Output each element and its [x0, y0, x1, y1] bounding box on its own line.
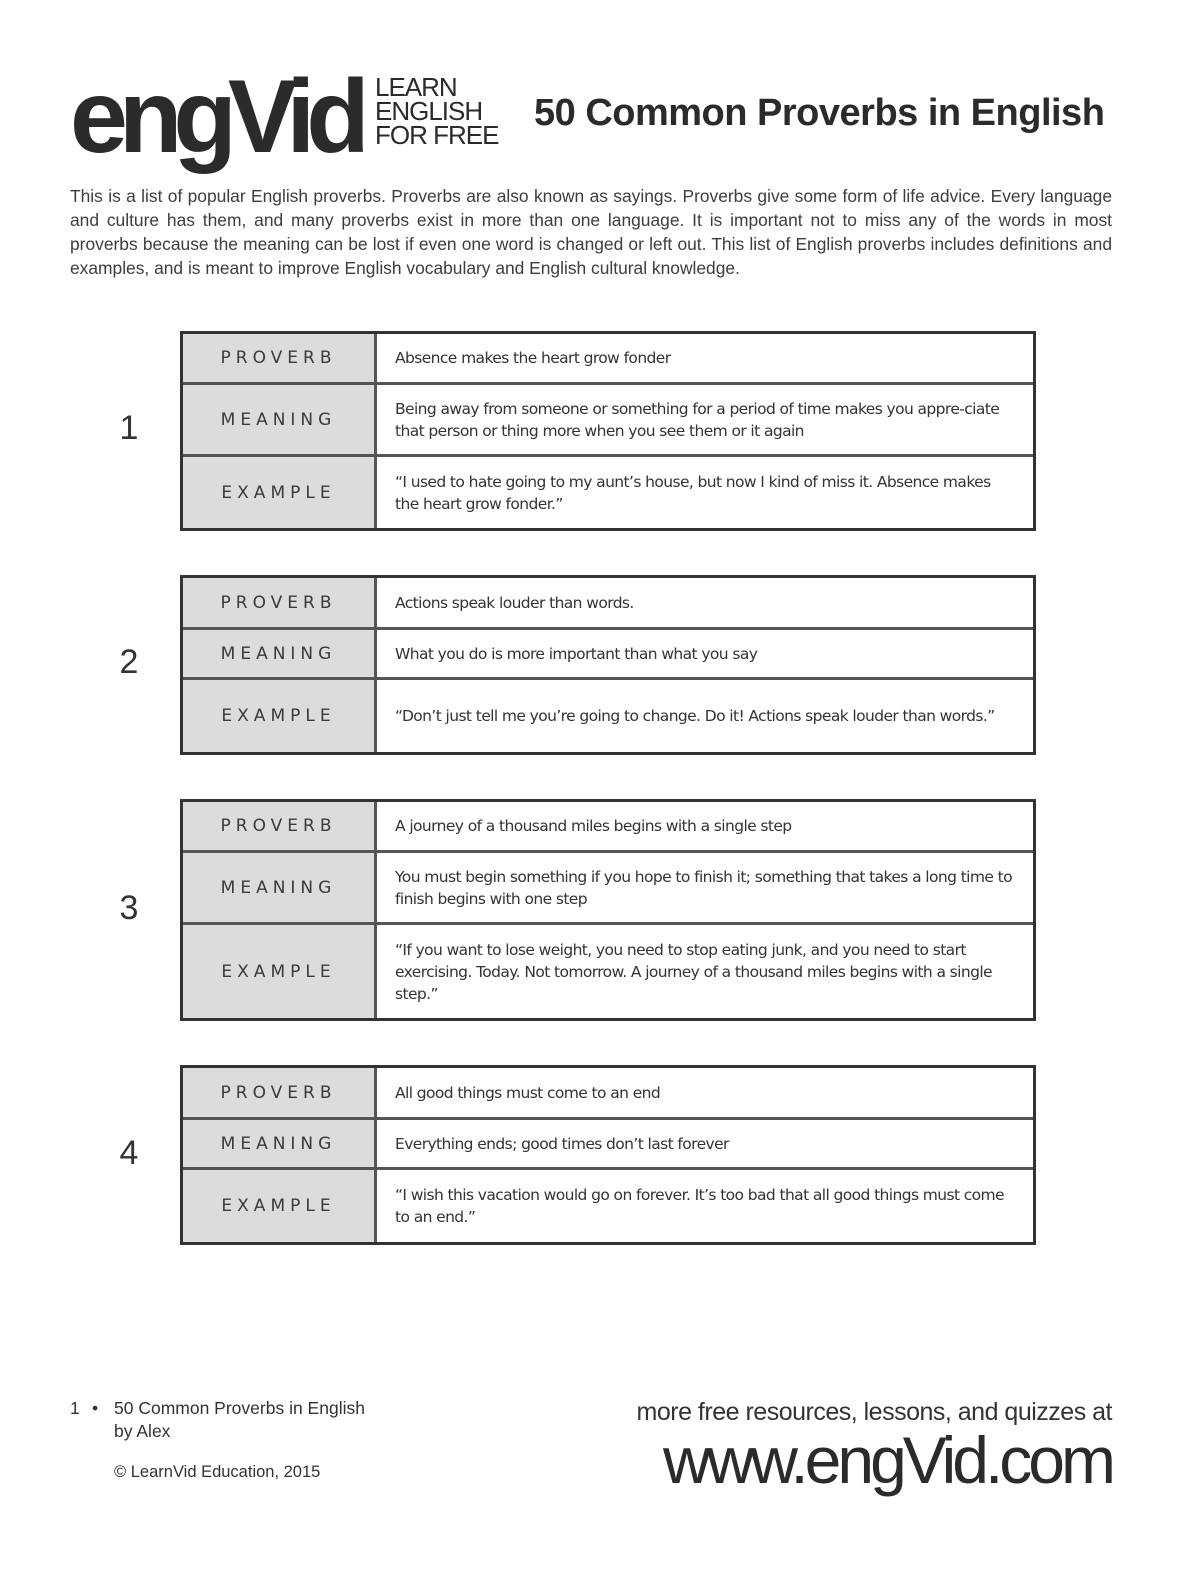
- logo-wordmark: engVid: [70, 59, 361, 175]
- example-label: EXAMPLE: [183, 680, 377, 752]
- proverb-table: [180, 331, 1036, 531]
- example-row: [183, 925, 1033, 1018]
- proverb-label: PROVERB: [183, 802, 377, 850]
- page-number: 1: [70, 1398, 80, 1418]
- logo-tagline-line: LEARN: [375, 72, 457, 102]
- proverb-row: [183, 1068, 1033, 1120]
- meaning-label: MEANING: [183, 853, 377, 922]
- entry-number: 2: [119, 643, 139, 681]
- proverb-text: Actions speak louder than words.: [395, 593, 634, 612]
- example-row: [183, 457, 1033, 528]
- example-text: “Don’t just tell me you’re going to change. Do it! Actions speak louder than words.”: [395, 707, 995, 725]
- footer-author: by Alex: [114, 1421, 171, 1441]
- proverb-text: All good things must come to an end: [395, 1083, 661, 1102]
- proverb-row: [183, 334, 1033, 385]
- meaning-label: MEANING: [183, 385, 377, 454]
- example-text: “I wish this vacation would go on forever. It’s too bad that all good things must come to an end.”: [395, 1186, 1004, 1226]
- logo-tagline-line: ENGLISH: [375, 96, 483, 126]
- proverb-label: PROVERB: [183, 578, 377, 627]
- meaning-label: MEANING: [183, 1120, 377, 1167]
- example-label: EXAMPLE: [183, 457, 377, 528]
- meaning-text: Being away from someone or something for a period of time makes you appre-ciate that person or thing more when you see them or it again: [395, 399, 1000, 440]
- meaning-label: MEANING: [183, 630, 377, 677]
- example-row: [183, 680, 1033, 752]
- footer-copyright: © LearnVid Education, 2015: [114, 1463, 321, 1481]
- meaning-text: You must begin something if you hope to finish it; something that takes a long time to finish begins with one step: [395, 867, 1012, 908]
- footer-doc-title: 50 Common Proverbs in English: [114, 1398, 365, 1418]
- footer-url-link[interactable]: www.engVid.com: [662, 1423, 1112, 1497]
- entry-number: 3: [119, 889, 139, 927]
- proverb-table: [180, 799, 1036, 1021]
- footer-promo: [637, 1398, 1112, 1495]
- meaning-row: [183, 853, 1033, 925]
- proverb-table: [180, 575, 1036, 755]
- example-row: [183, 1170, 1033, 1242]
- example-label: EXAMPLE: [183, 1170, 377, 1242]
- proverb-text: Absence makes the heart grow fonder: [395, 349, 671, 367]
- proverb-label: PROVERB: [183, 1068, 377, 1117]
- meaning-text: Everything ends; good times don’t last forever: [395, 1134, 729, 1153]
- engvid-logo: [70, 58, 520, 176]
- example-text: “I used to hate going to my aunt’s house, but now I kind of miss it. Absence makes the heart grow fonder.”: [395, 472, 991, 513]
- proverb-row: [183, 802, 1033, 853]
- logo-tagline: [375, 72, 499, 150]
- entry-number: 1: [119, 409, 139, 447]
- entry-number: 4: [119, 1134, 139, 1172]
- proverb-table: [180, 1065, 1036, 1245]
- page-title: 50 Common Proverbs in English: [534, 92, 1105, 134]
- meaning-row: [183, 630, 1033, 680]
- meaning-row: [183, 385, 1033, 457]
- proverb-label: PROVERB: [183, 334, 377, 382]
- proverb-row: [183, 578, 1033, 630]
- footer-title-line: [70, 1398, 365, 1419]
- meaning-row: [183, 1120, 1033, 1170]
- bullet-separator: •: [92, 1398, 99, 1418]
- example-text: “If you want to lose weight, you need to stop eating junk, and you need to start exercising. Today. Not tomorrow. A journey of a thousand miles begins with a single step.”: [395, 940, 992, 1003]
- footer-info: [70, 1398, 365, 1482]
- intro-paragraph: This is a list of popular English proverbs. Proverbs are also known as sayings. Proverbs give some form of life advice. Every language and culture has them, and many proverbs exist in more than one language. It is important not to miss any of the words in most proverbs because the meaning can be lost if even one word is changed or left out. This list of English proverbs includes definitions and examples, and is meant to improve English vocabulary and English cultural knowledge.: [70, 186, 1112, 278]
- logo-tagline-line: FOR FREE: [375, 120, 499, 150]
- meaning-text: What you do is more important than what you say: [395, 644, 758, 663]
- example-label: EXAMPLE: [183, 925, 377, 1018]
- proverb-text: A journey of a thousand miles begins with a single step: [395, 817, 792, 835]
- footer-more-text: more free resources, lessons, and quizzes at: [636, 1398, 1112, 1426]
